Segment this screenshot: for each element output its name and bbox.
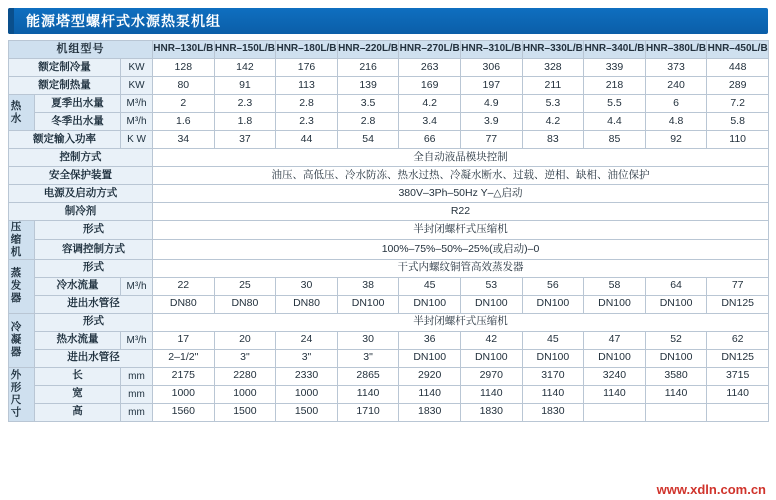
cell: 373	[645, 59, 707, 77]
cell: DN100	[584, 349, 646, 367]
cell: DN100	[460, 295, 522, 313]
cell: 17	[153, 331, 215, 349]
cell: 1140	[460, 385, 522, 403]
cell: 169	[399, 77, 461, 95]
page-title-bar	[8, 8, 768, 34]
cell: 339	[584, 59, 646, 77]
cell: DN100	[399, 295, 461, 313]
row-unit: M³/h	[121, 95, 153, 113]
table-row	[9, 221, 769, 240]
row-label: 夏季出水量	[35, 95, 121, 113]
cell: 2.8	[276, 95, 338, 113]
merged-cell: 油压、高低压、冷水防冻、热水过热、冷凝水断水、过载、逆相、缺相、油位保护	[153, 167, 769, 185]
row-unit: KW	[121, 77, 153, 95]
row-unit: M³/h	[121, 331, 153, 349]
cell: 1140	[645, 385, 707, 403]
cell: 77	[460, 131, 522, 149]
group-label-compressor	[9, 221, 35, 260]
cell: 2920	[399, 367, 461, 385]
cell: DN100	[522, 349, 584, 367]
spec-table	[8, 40, 769, 422]
table-header-row	[9, 41, 769, 59]
model-col-1: HNR–150L/B	[214, 41, 276, 59]
cell: 2–1/2"	[153, 349, 215, 367]
cell: 62	[707, 331, 769, 349]
cell: DN100	[522, 295, 584, 313]
row-label: 冬季出水量	[35, 113, 121, 131]
table-row	[9, 113, 769, 131]
cell: 176	[276, 59, 338, 77]
row-label: 电源及启动方式	[9, 185, 153, 203]
cell: 34	[153, 131, 215, 149]
merged-cell: 半封闭螺杆式压缩机	[153, 221, 769, 240]
cell: 58	[584, 277, 646, 295]
cell: 91	[214, 77, 276, 95]
table-row	[9, 349, 769, 367]
page-root	[0, 8, 776, 500]
row-label: 高	[35, 403, 121, 421]
table-row	[9, 259, 769, 277]
cell: DN80	[276, 295, 338, 313]
cell: 30	[337, 331, 399, 349]
cell: DN100	[584, 295, 646, 313]
model-col-0: HNR–130L/B	[153, 41, 215, 59]
table-row	[9, 313, 769, 331]
cell: 1140	[399, 385, 461, 403]
cell: 2.8	[337, 113, 399, 131]
cell: 1830	[399, 403, 461, 421]
cell: 3.5	[337, 95, 399, 113]
cell: 263	[399, 59, 461, 77]
cell: 4.2	[399, 95, 461, 113]
cell: 289	[707, 77, 769, 95]
cell: 3"	[337, 349, 399, 367]
cell: 3580	[645, 367, 707, 385]
cell: 22	[153, 277, 215, 295]
cell: DN125	[707, 295, 769, 313]
cell: 1000	[214, 385, 276, 403]
model-col-8: HNR–380L/B	[645, 41, 707, 59]
cell: 56	[522, 277, 584, 295]
table-row	[9, 277, 769, 295]
cell: 1000	[276, 385, 338, 403]
cell: 1710	[337, 403, 399, 421]
cell: 2	[153, 95, 215, 113]
cell: 113	[276, 77, 338, 95]
row-unit: mm	[121, 385, 153, 403]
table-row	[9, 240, 769, 259]
cell: 45	[522, 331, 584, 349]
cell: 7.2	[707, 95, 769, 113]
cell: 1140	[707, 385, 769, 403]
cell: 328	[522, 59, 584, 77]
cell: 1.8	[214, 113, 276, 131]
cell: 306	[460, 59, 522, 77]
cell: 42	[460, 331, 522, 349]
cell: 2330	[276, 367, 338, 385]
cell: 3170	[522, 367, 584, 385]
cell: 128	[153, 59, 215, 77]
row-label: 额定制冷量	[9, 59, 121, 77]
cell: 448	[707, 59, 769, 77]
cell: 3.4	[399, 113, 461, 131]
merged-cell: 半封闭螺杆式压缩机	[153, 313, 769, 331]
group-label-condenser	[9, 313, 35, 367]
cell: 47	[584, 331, 646, 349]
group-label-evaporator	[9, 259, 35, 313]
cell: DN100	[645, 349, 707, 367]
row-unit: KW	[121, 59, 153, 77]
row-label: 控制方式	[9, 149, 153, 167]
cell: DN80	[153, 295, 215, 313]
group-label-text: 压缩机	[9, 221, 22, 259]
cell: DN125	[707, 349, 769, 367]
cell: 24	[276, 331, 338, 349]
cell: 1140	[337, 385, 399, 403]
cell: 6	[645, 95, 707, 113]
cell: DN100	[399, 349, 461, 367]
row-label: 额定制热量	[9, 77, 121, 95]
model-col-6: HNR–330L/B	[522, 41, 584, 59]
cell: 3"	[276, 349, 338, 367]
cell: 2.3	[276, 113, 338, 131]
cell: 110	[707, 131, 769, 149]
group-label-hotwater	[9, 95, 35, 131]
cell: 83	[522, 131, 584, 149]
row-label: 冷水流量	[35, 277, 121, 295]
cell: 2175	[153, 367, 215, 385]
cell: 5.3	[522, 95, 584, 113]
cell: 1560	[153, 403, 215, 421]
cell: 44	[276, 131, 338, 149]
cell: 5.8	[707, 113, 769, 131]
model-col-7: HNR–340L/B	[584, 41, 646, 59]
cell: 45	[399, 277, 461, 295]
table-row	[9, 59, 769, 77]
cell: 1000	[153, 385, 215, 403]
cell: 3240	[584, 367, 646, 385]
cell: DN80	[214, 295, 276, 313]
merged-cell: R22	[153, 203, 769, 221]
page-title: 能源塔型螺杆式水源热泵机组	[26, 13, 221, 29]
cell: 4.2	[522, 113, 584, 131]
cell	[584, 403, 646, 421]
group-label-text: 冷凝器	[9, 321, 22, 359]
cell: 2865	[337, 367, 399, 385]
row-label: 长	[35, 367, 121, 385]
table-row	[9, 403, 769, 421]
row-unit: M³/h	[121, 277, 153, 295]
cell: 54	[337, 131, 399, 149]
cell: 38	[337, 277, 399, 295]
row-label: 形式	[35, 221, 153, 240]
cell: DN100	[337, 295, 399, 313]
row-unit: K W	[121, 131, 153, 149]
cell: 36	[399, 331, 461, 349]
row-label: 热水流量	[35, 331, 121, 349]
cell: 216	[337, 59, 399, 77]
merged-cell: 干式内螺纹铜管高效蒸发器	[153, 259, 769, 277]
row-unit: M³/h	[121, 113, 153, 131]
row-label: 安全保护装置	[9, 167, 153, 185]
cell: 53	[460, 277, 522, 295]
watermark: www.xdln.com.cn	[656, 482, 766, 497]
cell: 2.3	[214, 95, 276, 113]
model-col-3: HNR–220L/B	[337, 41, 399, 59]
row-unit: mm	[121, 367, 153, 385]
cell: 1500	[276, 403, 338, 421]
cell: DN100	[460, 349, 522, 367]
cell: 37	[214, 131, 276, 149]
cell: 1500	[214, 403, 276, 421]
row-label: 制冷剂	[9, 203, 153, 221]
cell: 3.9	[460, 113, 522, 131]
row-label: 形式	[35, 259, 153, 277]
cell: 25	[214, 277, 276, 295]
cell: 2280	[214, 367, 276, 385]
table-row	[9, 331, 769, 349]
row-label: 进出水管径	[35, 295, 153, 313]
merged-cell: 100%–75%–50%–25%(或启动)–0	[153, 240, 769, 259]
cell: 20	[214, 331, 276, 349]
cell: 218	[584, 77, 646, 95]
table-row	[9, 131, 769, 149]
cell: 4.8	[645, 113, 707, 131]
cell: 64	[645, 277, 707, 295]
cell: 3715	[707, 367, 769, 385]
cell: DN100	[645, 295, 707, 313]
table-row	[9, 385, 769, 403]
cell: 5.5	[584, 95, 646, 113]
table-row	[9, 95, 769, 113]
table-row	[9, 295, 769, 313]
group-label-text: 热水	[9, 100, 22, 125]
cell: 1140	[584, 385, 646, 403]
row-label: 宽	[35, 385, 121, 403]
cell: 3"	[214, 349, 276, 367]
group-label-text: 蒸发器	[9, 267, 22, 305]
table-row	[9, 367, 769, 385]
cell: 85	[584, 131, 646, 149]
table-row	[9, 77, 769, 95]
cell: 1830	[460, 403, 522, 421]
cell: 77	[707, 277, 769, 295]
cell: 66	[399, 131, 461, 149]
table-row	[9, 203, 769, 221]
cell: 52	[645, 331, 707, 349]
model-col-5: HNR–310L/B	[460, 41, 522, 59]
cell	[707, 403, 769, 421]
model-header: 机组型号	[9, 41, 153, 59]
model-col-4: HNR–270L/B	[399, 41, 461, 59]
cell: 80	[153, 77, 215, 95]
cell: 240	[645, 77, 707, 95]
row-label: 容调控制方式	[35, 240, 153, 259]
model-col-2: HNR–180L/B	[276, 41, 338, 59]
cell: 1.6	[153, 113, 215, 131]
cell: 30	[276, 277, 338, 295]
row-label: 进出水管径	[35, 349, 153, 367]
cell: 92	[645, 131, 707, 149]
cell: 4.9	[460, 95, 522, 113]
cell: 1830	[522, 403, 584, 421]
model-col-9: HNR–450L/B	[707, 41, 769, 59]
row-label: 额定输入功率	[9, 131, 121, 149]
row-unit: mm	[121, 403, 153, 421]
table-row	[9, 167, 769, 185]
merged-cell: 380V–3Ph–50Hz Y–△启动	[153, 185, 769, 203]
group-label-dimensions	[9, 367, 35, 421]
group-label-text: 外形尺寸	[9, 369, 22, 419]
cell	[645, 403, 707, 421]
merged-cell: 全自动液晶模块控制	[153, 149, 769, 167]
row-label: 形式	[35, 313, 153, 331]
cell: 211	[522, 77, 584, 95]
cell: 197	[460, 77, 522, 95]
cell: 4.4	[584, 113, 646, 131]
table-row	[9, 149, 769, 167]
cell: 142	[214, 59, 276, 77]
cell: 1140	[522, 385, 584, 403]
cell: 2970	[460, 367, 522, 385]
table-row	[9, 185, 769, 203]
cell: 139	[337, 77, 399, 95]
